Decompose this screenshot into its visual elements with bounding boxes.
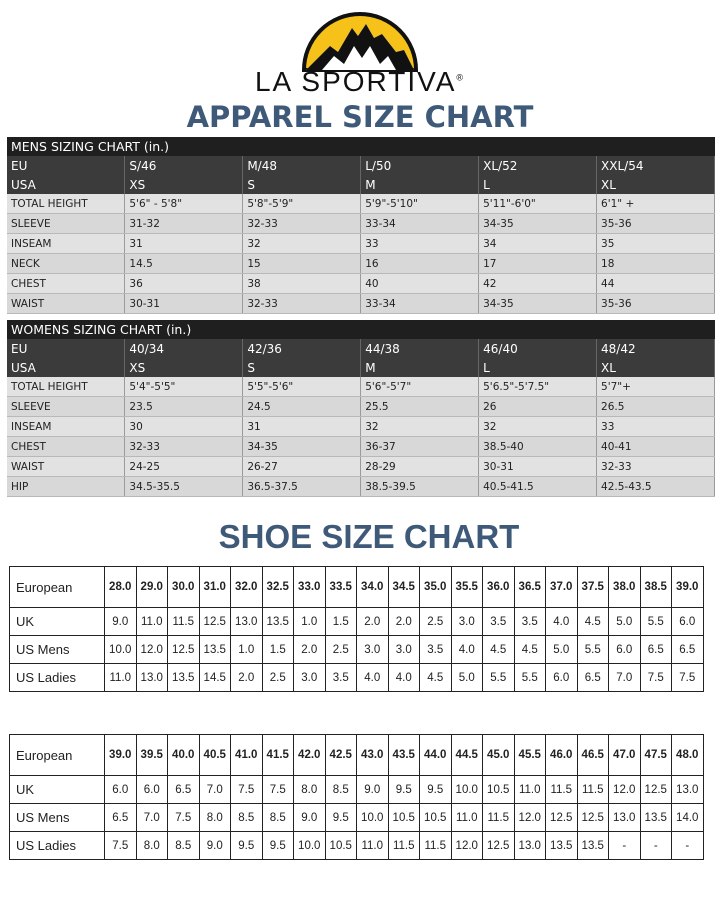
- shoe-size-cell: 44.5: [451, 735, 483, 776]
- shoe-size-cell: 10.0: [294, 832, 326, 860]
- row-label: HIP: [7, 477, 125, 497]
- shoe-size-cell: 9.5: [420, 776, 452, 804]
- shoe-size-cell: 33.0: [294, 567, 326, 608]
- shoe-size-cell: 36.5: [514, 567, 546, 608]
- shoe-size-cell: 6.0: [546, 664, 578, 692]
- shoe-size-row: [10, 636, 704, 664]
- shoe-size-cell: 32.5: [262, 567, 294, 608]
- table-header: WOMENS SIZING CHART (in.): [7, 320, 715, 339]
- row-label: WAIST: [7, 294, 125, 314]
- shoe-size-cell: 11.5: [168, 608, 200, 636]
- shoe-size-cell: 4.0: [357, 664, 389, 692]
- size-cell: XL: [597, 358, 715, 377]
- measurement-cell: 15: [243, 254, 361, 274]
- measurement-cell: 32: [479, 417, 597, 437]
- shoe-size-cell: 7.5: [168, 804, 200, 832]
- shoe-size-cell: 13.5: [640, 804, 672, 832]
- shoe-size-cell: 11.5: [483, 804, 515, 832]
- measurement-row: [7, 254, 715, 274]
- shoe-size-cell: 10.5: [420, 804, 452, 832]
- measurement-cell: 32: [361, 417, 479, 437]
- shoe-size-cell: 12.5: [577, 804, 609, 832]
- brand-logo: [0, 0, 720, 100]
- row-label: UK: [10, 776, 105, 804]
- shoe-size-cell: 13.0: [514, 832, 546, 860]
- shoe-size-cell: 7.5: [262, 776, 294, 804]
- shoe-size-cell: 45.5: [514, 735, 546, 776]
- measurement-row: [7, 214, 715, 234]
- shoe-size-cell: 13.5: [262, 608, 294, 636]
- shoe-size-cell: 37.0: [546, 567, 578, 608]
- shoe-size-cell: 6.5: [168, 776, 200, 804]
- measurement-cell: 23.5: [125, 397, 243, 417]
- measurement-cell: 26.5: [597, 397, 715, 417]
- row-label: USA: [7, 175, 125, 194]
- measurement-cell: 30: [125, 417, 243, 437]
- measurement-cell: 38.5-39.5: [361, 477, 479, 497]
- shoe-size-cell: 13.5: [168, 664, 200, 692]
- shoe-size-cell: 8.5: [231, 804, 263, 832]
- measurement-cell: 34-35: [479, 214, 597, 234]
- shoe-size-cell: 2.0: [231, 664, 263, 692]
- shoe-size-cell: 48.0: [672, 735, 704, 776]
- size-cell: XL: [597, 175, 715, 194]
- shoe-size-cell: 6.0: [672, 608, 704, 636]
- shoe-size-cell: 10.5: [388, 804, 420, 832]
- shoe-size-row: [10, 804, 704, 832]
- shoe-size-cell: 28.0: [105, 567, 137, 608]
- measurement-cell: 40-41: [597, 437, 715, 457]
- shoe-size-cell: 4.0: [388, 664, 420, 692]
- shoe-size-cell: 12.5: [483, 832, 515, 860]
- measurement-cell: 32: [243, 234, 361, 254]
- measurement-cell: 33: [361, 234, 479, 254]
- measurement-cell: 5'11"-6'0": [479, 194, 597, 214]
- measurement-cell: 38: [243, 274, 361, 294]
- row-label: INSEAM: [7, 234, 125, 254]
- shoe-size-cell: 8.0: [199, 804, 231, 832]
- shoe-size-cell: 42.5: [325, 735, 357, 776]
- shoe-size-cell: 12.5: [168, 636, 200, 664]
- measurement-row: [7, 274, 715, 294]
- shoe-size-cell: 7.5: [672, 664, 704, 692]
- measurement-cell: 38.5-40: [479, 437, 597, 457]
- shoe-size-cell: -: [672, 832, 704, 860]
- measurement-cell: 34: [479, 234, 597, 254]
- shoe-size-cell: 12.0: [609, 776, 641, 804]
- shoe-size-cell: 8.5: [168, 832, 200, 860]
- shoe-size-cell: 3.5: [420, 636, 452, 664]
- size-cell: M: [361, 175, 479, 194]
- row-label: European: [10, 567, 105, 608]
- measurement-cell: 36: [125, 274, 243, 294]
- measurement-cell: 33-34: [361, 294, 479, 314]
- measurement-cell: 33-34: [361, 214, 479, 234]
- shoe-size-cell: -: [640, 832, 672, 860]
- shoe-size-cell: 40.0: [168, 735, 200, 776]
- row-label: EU: [7, 156, 125, 175]
- measurement-row: [7, 457, 715, 477]
- shoe-size-cell: 47.5: [640, 735, 672, 776]
- shoe-size-cell: 13.5: [577, 832, 609, 860]
- shoe-size-cell: 9.5: [231, 832, 263, 860]
- shoe-size-cell: 13.5: [199, 636, 231, 664]
- shoe-size-cell: 5.0: [451, 664, 483, 692]
- shoe-size-row: [10, 776, 704, 804]
- shoe-size-cell: 7.0: [609, 664, 641, 692]
- shoe-size-cell: 12.5: [199, 608, 231, 636]
- shoe-size-cell: 43.5: [388, 735, 420, 776]
- size-cell: 48/42: [597, 339, 715, 358]
- measurement-cell: 31-32: [125, 214, 243, 234]
- eu-size-row: [7, 339, 715, 358]
- row-label: EU: [7, 339, 125, 358]
- shoe-size-cell: 2.5: [325, 636, 357, 664]
- row-label: NECK: [7, 254, 125, 274]
- row-label: USA: [7, 358, 125, 377]
- measurement-cell: 5'6"-5'7": [361, 377, 479, 397]
- shoe-size-table-2: [9, 734, 704, 860]
- shoe-size-cell: 40.5: [199, 735, 231, 776]
- row-label: US Ladies: [10, 832, 105, 860]
- measurement-cell: 28-29: [361, 457, 479, 477]
- shoe-size-cell: 2.5: [420, 608, 452, 636]
- shoe-size-cell: 1.5: [262, 636, 294, 664]
- measurement-row: [7, 477, 715, 497]
- measurement-cell: 31: [243, 417, 361, 437]
- shoe-size-cell: 2.5: [262, 664, 294, 692]
- size-cell: XS: [125, 175, 243, 194]
- row-label: CHEST: [7, 437, 125, 457]
- measurement-row: [7, 437, 715, 457]
- shoe-size-cell: 30.0: [168, 567, 200, 608]
- row-label: TOTAL HEIGHT: [7, 377, 125, 397]
- shoe-size-cell: 4.5: [514, 636, 546, 664]
- measurement-cell: 32-33: [597, 457, 715, 477]
- shoe-size-cell: 3.0: [357, 636, 389, 664]
- measurement-cell: 35-36: [597, 294, 715, 314]
- measurement-cell: 5'6.5"-5'7.5": [479, 377, 597, 397]
- shoe-size-cell: 7.0: [136, 804, 168, 832]
- size-cell: S/46: [125, 156, 243, 175]
- measurement-row: [7, 377, 715, 397]
- measurement-cell: 5'4"-5'5": [125, 377, 243, 397]
- shoe-size-cell: 9.0: [199, 832, 231, 860]
- shoe-size-cell: 3.5: [483, 608, 515, 636]
- eu-size-row: [7, 156, 715, 175]
- row-label: INSEAM: [7, 417, 125, 437]
- shoe-size-cell: 5.0: [609, 608, 641, 636]
- shoe-size-table-1: [9, 566, 704, 692]
- shoe-size-cell: 1.0: [294, 608, 326, 636]
- shoe-size-cell: 12.0: [514, 804, 546, 832]
- shoe-size-cell: 6.5: [672, 636, 704, 664]
- measurement-cell: 18: [597, 254, 715, 274]
- measurement-cell: 24-25: [125, 457, 243, 477]
- shoe-size-row: [10, 832, 704, 860]
- measurement-cell: 6'1" +: [597, 194, 715, 214]
- shoe-size-cell: 4.0: [546, 608, 578, 636]
- shoe-size-cell: 10.0: [451, 776, 483, 804]
- shoe-size-cell: 12.0: [451, 832, 483, 860]
- shoe-size-cell: 4.5: [483, 636, 515, 664]
- size-cell: L: [479, 175, 597, 194]
- usa-size-row: [7, 175, 715, 194]
- measurement-cell: 30-31: [479, 457, 597, 477]
- shoe-size-cell: 12.5: [546, 804, 578, 832]
- size-cell: L/50: [361, 156, 479, 175]
- shoe-size-cell: 3.0: [388, 636, 420, 664]
- shoe-size-cell: 39.0: [105, 735, 137, 776]
- measurement-cell: 5'5"-5'6": [243, 377, 361, 397]
- shoe-size-cell: 12.5: [640, 776, 672, 804]
- measurement-cell: 5'6" - 5'8": [125, 194, 243, 214]
- measurement-cell: 34.5-35.5: [125, 477, 243, 497]
- size-cell: S: [243, 358, 361, 377]
- shoe-size-cell: 14.5: [199, 664, 231, 692]
- measurement-cell: 14.5: [125, 254, 243, 274]
- measurement-cell: 42: [479, 274, 597, 294]
- shoe-size-cell: 9.5: [325, 804, 357, 832]
- size-cell: XS: [125, 358, 243, 377]
- size-cell: M/48: [243, 156, 361, 175]
- shoe-size-cell: 31.0: [199, 567, 231, 608]
- shoe-size-cell: 33.5: [325, 567, 357, 608]
- shoe-size-cell: 45.0: [483, 735, 515, 776]
- shoe-size-cell: 10.5: [483, 776, 515, 804]
- size-cell: M: [361, 358, 479, 377]
- shoe-size-cell: 9.0: [105, 608, 137, 636]
- shoe-size-cell: 34.0: [357, 567, 389, 608]
- measurement-cell: 35: [597, 234, 715, 254]
- shoe-size-cell: 13.0: [136, 664, 168, 692]
- shoe-size-cell: 2.0: [357, 608, 389, 636]
- measurement-cell: 26: [479, 397, 597, 417]
- shoe-size-cell: 6.0: [105, 776, 137, 804]
- registered-mark: ®: [456, 72, 466, 83]
- shoe-size-cell: 3.0: [294, 664, 326, 692]
- shoe-size-cell: 32.0: [231, 567, 263, 608]
- brand-name: [0, 66, 720, 98]
- shoe-size-cell: 37.5: [577, 567, 609, 608]
- table-header: MENS SIZING CHART (in.): [7, 137, 715, 156]
- shoe-size-cell: 1.5: [325, 608, 357, 636]
- shoe-size-cell: 11.5: [577, 776, 609, 804]
- size-cell: S: [243, 175, 361, 194]
- shoe-size-row: [10, 664, 704, 692]
- shoe-size-cell: 11.0: [105, 664, 137, 692]
- shoe-size-cell: 10.5: [325, 832, 357, 860]
- shoe-size-cell: 11.5: [546, 776, 578, 804]
- shoe-size-cell: 9.5: [388, 776, 420, 804]
- shoe-size-cell: 42.0: [294, 735, 326, 776]
- measurement-cell: 44: [597, 274, 715, 294]
- shoe-size-cell: 11.5: [388, 832, 420, 860]
- measurement-cell: 32-33: [125, 437, 243, 457]
- shoe-size-cell: 9.0: [294, 804, 326, 832]
- size-cell: 44/38: [361, 339, 479, 358]
- measurement-cell: 26-27: [243, 457, 361, 477]
- shoe-size-cell: 12.0: [136, 636, 168, 664]
- shoe-size-cell: 11.0: [357, 832, 389, 860]
- shoe-size-cell: 5.5: [514, 664, 546, 692]
- measurement-cell: 33: [597, 417, 715, 437]
- measurement-cell: 24.5: [243, 397, 361, 417]
- shoe-size-cell: 6.0: [136, 776, 168, 804]
- measurement-cell: 34-35: [243, 437, 361, 457]
- row-label: SLEEVE: [7, 214, 125, 234]
- row-label: TOTAL HEIGHT: [7, 194, 125, 214]
- shoe-size-cell: 4.0: [451, 636, 483, 664]
- shoe-size-row: [10, 567, 704, 608]
- usa-size-row: [7, 358, 715, 377]
- row-label: UK: [10, 608, 105, 636]
- measurement-row: [7, 294, 715, 314]
- measurement-cell: 34-35: [479, 294, 597, 314]
- shoe-size-cell: 8.0: [136, 832, 168, 860]
- shoe-size-cell: 13.5: [546, 832, 578, 860]
- shoe-title: SHOE SIZE CHART: [218, 518, 520, 555]
- shoe-size-cell: 4.5: [577, 608, 609, 636]
- shoe-size-cell: 38.5: [640, 567, 672, 608]
- shoe-size-cell: 35.5: [451, 567, 483, 608]
- shoe-size-cell: 35.0: [420, 567, 452, 608]
- measurement-cell: 40.5-41.5: [479, 477, 597, 497]
- shoe-size-cell: 41.0: [231, 735, 263, 776]
- measurement-cell: 17: [479, 254, 597, 274]
- row-label: CHEST: [7, 274, 125, 294]
- table-header-row: [7, 320, 715, 339]
- shoe-size-cell: 43.0: [357, 735, 389, 776]
- shoe-size-cell: 41.5: [262, 735, 294, 776]
- shoe-size-cell: 9.5: [262, 832, 294, 860]
- shoe-size-cell: 11.0: [514, 776, 546, 804]
- shoe-size-cell: -: [609, 832, 641, 860]
- measurement-cell: 36-37: [361, 437, 479, 457]
- measurement-cell: 32-33: [243, 214, 361, 234]
- size-cell: L: [479, 358, 597, 377]
- shoe-size-cell: 3.5: [325, 664, 357, 692]
- shoe-size-cell: 5.5: [483, 664, 515, 692]
- measurement-cell: 40: [361, 274, 479, 294]
- size-cell: XXL/54: [597, 156, 715, 175]
- shoe-size-cell: 3.5: [514, 608, 546, 636]
- shoe-size-cell: 46.5: [577, 735, 609, 776]
- shoe-size-cell: 10.0: [105, 636, 137, 664]
- shoe-size-cell: 6.5: [640, 636, 672, 664]
- shoe-size-cell: 7.5: [231, 776, 263, 804]
- shoe-size-cell: 8.5: [262, 804, 294, 832]
- row-label: WAIST: [7, 457, 125, 477]
- shoe-size-cell: 44.0: [420, 735, 452, 776]
- shoe-size-cell: 8.5: [325, 776, 357, 804]
- measurement-cell: 32-33: [243, 294, 361, 314]
- shoe-size-cell: 6.5: [577, 664, 609, 692]
- brand-name-text: LA SPORTIVA: [254, 66, 457, 97]
- measurement-cell: 5'9"-5'10": [361, 194, 479, 214]
- shoe-size-cell: 5.5: [640, 608, 672, 636]
- shoe-size-cell: 8.0: [294, 776, 326, 804]
- shoe-size-cell: 13.0: [672, 776, 704, 804]
- shoe-size-cell: 7.5: [640, 664, 672, 692]
- shoe-size-cell: 3.0: [451, 608, 483, 636]
- table-header-row: [7, 137, 715, 156]
- shoe-size-cell: 39.0: [672, 567, 704, 608]
- measurement-cell: 5'7"+: [597, 377, 715, 397]
- shoe-size-cell: 36.0: [483, 567, 515, 608]
- size-cell: 40/34: [125, 339, 243, 358]
- shoe-size-cell: 9.0: [357, 776, 389, 804]
- measurement-cell: 16: [361, 254, 479, 274]
- size-cell: XL/52: [479, 156, 597, 175]
- measurement-row: [7, 397, 715, 417]
- shoe-size-cell: 47.0: [609, 735, 641, 776]
- row-label: US Mens: [10, 804, 105, 832]
- shoe-size-cell: 39.5: [136, 735, 168, 776]
- shoe-size-cell: 5.0: [546, 636, 578, 664]
- shoe-size-cell: 7.5: [105, 832, 137, 860]
- apparel-title: APPAREL SIZE CHART: [186, 100, 534, 134]
- shoe-size-cell: 5.5: [577, 636, 609, 664]
- measurement-cell: 35-36: [597, 214, 715, 234]
- shoe-size-cell: 11.5: [420, 832, 452, 860]
- measurement-cell: 30-31: [125, 294, 243, 314]
- measurement-row: [7, 194, 715, 214]
- shoe-size-cell: 38.0: [609, 567, 641, 608]
- size-cell: 46/40: [479, 339, 597, 358]
- measurement-cell: 5'8"-5'9": [243, 194, 361, 214]
- size-cell: 42/36: [243, 339, 361, 358]
- mountain-logo-icon: [300, 12, 420, 74]
- measurement-row: [7, 417, 715, 437]
- shoe-size-cell: 13.0: [609, 804, 641, 832]
- shoe-size-row: [10, 735, 704, 776]
- shoe-size-cell: 46.0: [546, 735, 578, 776]
- shoe-size-cell: 6.5: [105, 804, 137, 832]
- mens-sizing-table: [7, 137, 715, 314]
- row-label: US Mens: [10, 636, 105, 664]
- shoe-size-cell: 7.0: [199, 776, 231, 804]
- measurement-cell: 36.5-37.5: [243, 477, 361, 497]
- measurement-cell: 31: [125, 234, 243, 254]
- shoe-size-cell: 4.5: [420, 664, 452, 692]
- shoe-size-cell: 11.0: [451, 804, 483, 832]
- row-label: SLEEVE: [7, 397, 125, 417]
- shoe-size-cell: 14.0: [672, 804, 704, 832]
- measurement-cell: 42.5-43.5: [597, 477, 715, 497]
- measurement-row: [7, 234, 715, 254]
- shoe-size-cell: 10.0: [357, 804, 389, 832]
- shoe-size-cell: 2.0: [388, 608, 420, 636]
- shoe-size-cell: 29.0: [136, 567, 168, 608]
- shoe-size-cell: 13.0: [231, 608, 263, 636]
- shoe-size-cell: 2.0: [294, 636, 326, 664]
- shoe-size-cell: 11.0: [136, 608, 168, 636]
- row-label: US Ladies: [10, 664, 105, 692]
- shoe-size-cell: 1.0: [231, 636, 263, 664]
- measurement-cell: 25.5: [361, 397, 479, 417]
- shoe-size-cell: 34.5: [388, 567, 420, 608]
- row-label: European: [10, 735, 105, 776]
- shoe-size-cell: 6.0: [609, 636, 641, 664]
- shoe-size-row: [10, 608, 704, 636]
- womens-sizing-table: [7, 320, 715, 497]
